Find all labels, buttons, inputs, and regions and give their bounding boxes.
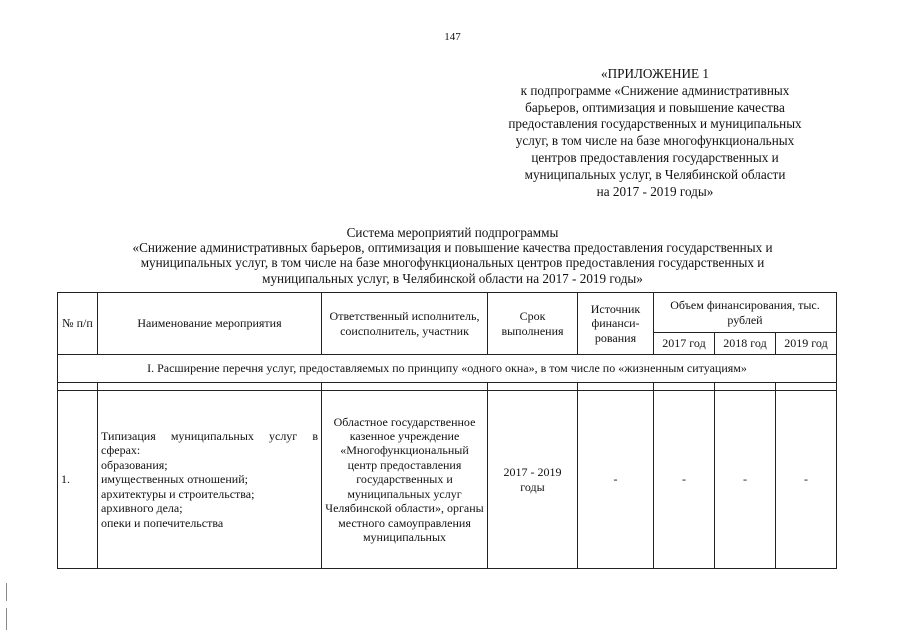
row-name-line: образования; [101,457,168,472]
table-row [58,391,837,569]
row-2018: - [715,391,776,569]
row-number: 1. [58,391,98,569]
appendix-line: к подпрограмме «Снижение административных [520,82,790,98]
system-title-line: Система мероприятий подпрограммы [346,225,559,240]
row-2019: - [776,391,837,569]
page-number: 147 [444,31,461,43]
row-name-line: архивного дела; [101,501,183,516]
appendix-line: муниципальных услуг, в Челябинской области [524,166,786,182]
system-title [40,225,865,286]
header-name: Наименование мероприятия [98,293,322,355]
header-year-2018: 2018 год [715,333,776,355]
header-executor: Ответственный исполнитель, соисполнитель, участник [322,293,488,355]
header-term: Срок выполнения [488,293,578,355]
header-source: Источник финанси-рования [578,293,654,355]
table-header-row [58,293,837,333]
appendix-line: на 2017 - 2019 годы» [596,183,714,199]
row-name-line: имущественных отношений; [101,472,248,487]
measures-table [57,292,837,569]
appendix-line: центров предоставления государственных и [531,149,779,165]
section-row [58,355,837,383]
appendix-line: барьеров, оптимизация и повышение качества [525,99,785,115]
spacer-row [58,383,837,391]
row-term: 2017 - 2019 годы [488,391,578,569]
margin-mark [6,608,7,630]
row-name-line: Типизация муниципальных услуг в сферах: [101,429,318,458]
margin-mark [6,583,7,601]
header-funding: Объем финансирования, тыс. рублей [654,293,837,333]
system-title-line: муниципальных услуг, в том числе на базе многофункциональных центров предоставления государственных и [140,255,765,271]
appendix-line: предоставления государственных и муниципальных [508,116,802,132]
row-name-line: опеки и попечительства [101,515,224,530]
appendix-line: «ПРИЛОЖЕНИЕ 1 [601,66,709,81]
header-year-2019: 2019 год [776,333,837,355]
row-name-line: архитектуры и строительства; [101,486,255,501]
row-name [98,391,322,569]
row-2017: - [654,391,715,569]
header-number: № п/п [58,293,98,355]
appendix-header [470,66,840,200]
section-title: I. Расширение перечня услуг, предоставляемых по принципу «одного окна», в том числе по «жизненным ситуациям» [58,355,837,383]
row-source: - [578,391,654,569]
system-title-line: «Снижение административных барьеров, оптимизация и повышение качества предоставления государственных и [132,240,773,256]
header-year-2017: 2017 год [654,333,715,355]
system-title-line: муниципальных услуг, в Челябинской области на 2017 - 2019 годы» [262,270,643,286]
appendix-line: услуг, в том числе на базе многофункциональных [515,133,795,149]
row-executor: Областное государственное казенное учреждение «Многофункциональный центр предоставления государственных и муниципальных услуг Челябинской области», органы местного самоуправления муниципальных [322,391,488,569]
